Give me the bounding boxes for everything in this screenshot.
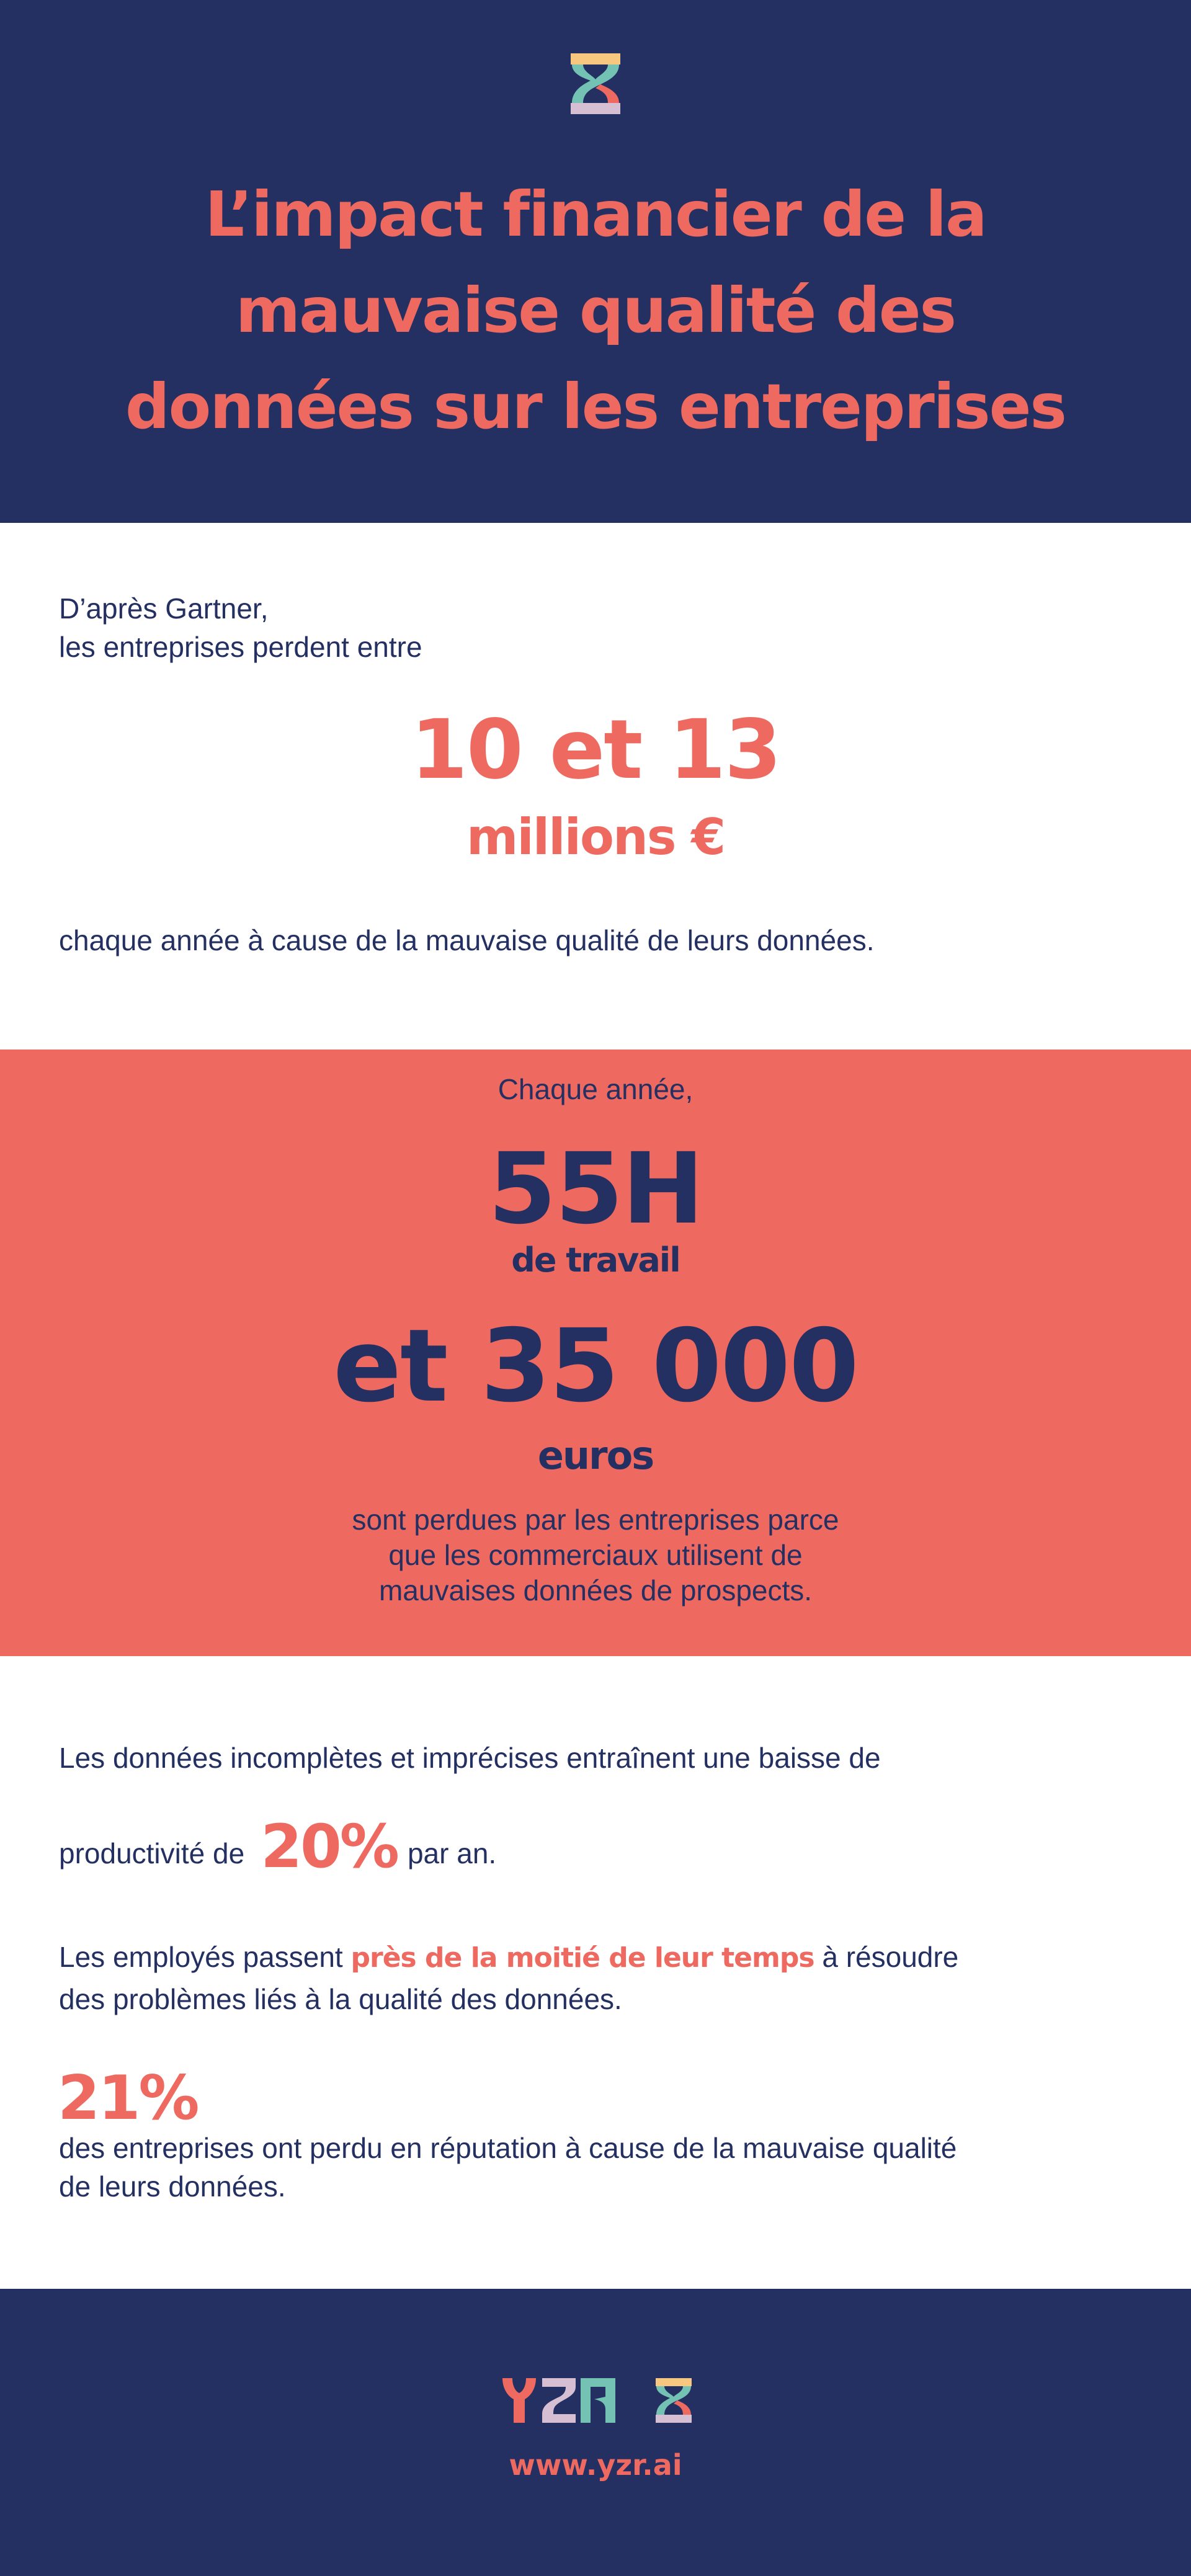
intro-line: les entreprises perdent entre xyxy=(59,631,422,663)
title-line: données sur les entreprises xyxy=(125,370,1066,443)
reputation-text xyxy=(59,2129,1151,2206)
stats-section xyxy=(0,1656,1191,2289)
loss-range-value: 10 et 13 xyxy=(411,702,780,798)
hours-lost-value: 55H xyxy=(488,1132,703,1246)
reputation-line2: de leurs données. xyxy=(59,2170,286,2203)
page-title xyxy=(0,166,1191,455)
title-line: mauvaise qualité des xyxy=(235,274,956,347)
hours-lost-label: de travail xyxy=(511,1241,680,1280)
money-lost-label: euros xyxy=(537,1433,654,1478)
website-link[interactable]: www.yzr.ai xyxy=(509,2448,682,2482)
money-lost-value: et 35 000 xyxy=(333,1308,858,1425)
time-highlight: près de la moitié de leur temps xyxy=(350,1942,814,1974)
sales-lead: Chaque année, xyxy=(497,1073,694,1105)
hourglass-logo-icon xyxy=(571,53,620,114)
sales-loss-section xyxy=(0,1050,1191,1656)
yzr-wordmark-logo-icon xyxy=(502,2378,692,2423)
reputation-line1: des entreprises ont perdu en réputation à cause de la mauvaise qualité xyxy=(59,2132,957,2164)
header-banner xyxy=(0,0,1191,523)
reputation-value: 21% xyxy=(58,2063,198,2134)
productivity-line2 xyxy=(59,1809,496,1891)
gartner-outro: chaque année à cause de la mauvaise qualité de leurs données. xyxy=(59,924,875,956)
productivity-value: 20% xyxy=(261,1812,398,1881)
productivity-before: productivité de xyxy=(59,1837,245,1870)
footer xyxy=(0,2289,1191,2576)
time-stat xyxy=(59,1936,1151,2020)
time-after: à résoudre xyxy=(822,1941,959,1973)
time-before: Les employés passent xyxy=(59,1941,343,1973)
time-stat-line1 xyxy=(59,1936,1151,1979)
productivity-after: par an. xyxy=(407,1837,497,1870)
productivity-line1: Les données incomplètes et imprécises entraînent une baisse de xyxy=(59,1742,881,1774)
time-stat-line2: des problèmes liés à la qualité des données. xyxy=(59,1983,622,2015)
description-line: mauvaises données de prospects. xyxy=(378,1574,813,1607)
gartner-intro xyxy=(59,589,422,666)
gartner-section xyxy=(0,523,1191,1050)
description-line: sont perdues par les entreprises parce xyxy=(352,1504,839,1536)
sales-description xyxy=(0,1502,1191,1608)
loss-range-unit: millions € xyxy=(466,808,725,866)
title-line: L’impact financier de la xyxy=(205,178,986,251)
intro-line: D’après Gartner, xyxy=(59,592,269,625)
description-line: que les commerciaux utilisent de xyxy=(388,1539,803,1571)
